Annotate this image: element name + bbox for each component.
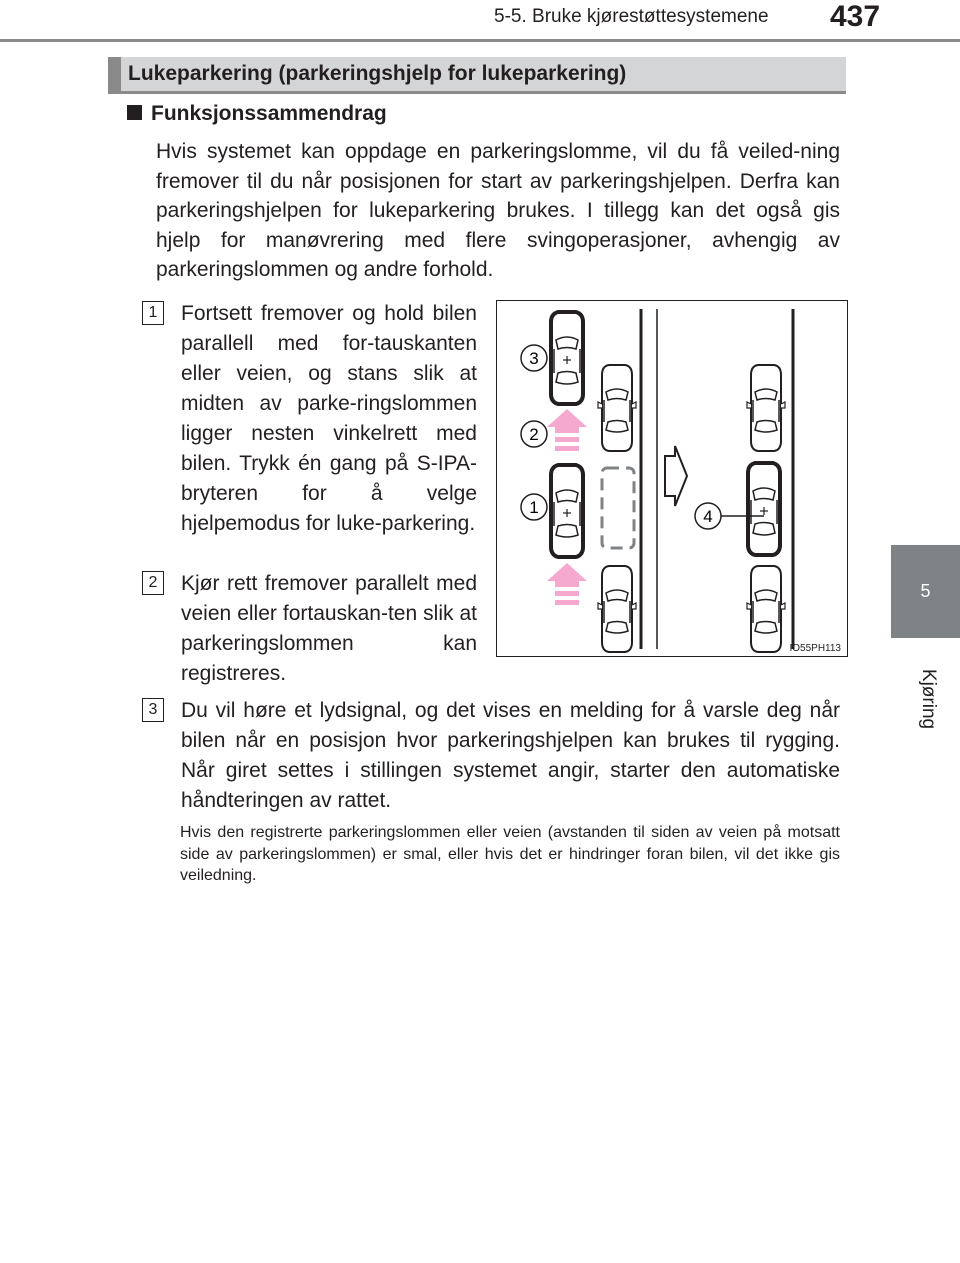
section-title: Lukeparkering (parkeringshjelp for lukeparkering) xyxy=(128,62,627,85)
parked-car-rear xyxy=(598,566,636,652)
figure-code: IO55PH113 xyxy=(789,643,841,654)
parking-diagram xyxy=(497,301,847,656)
chapter-tab-number: 5 xyxy=(920,581,931,601)
intro-paragraph: Hvis systemet kan oppdage en parkeringslomme, vil du få veiled-ning fremover til du når posisjonen for start av parkeringshjelpen. Derfra kan parkeringshjelpen for lukeparkering brukes. I tillegg kan det også gis hjelp for manøvrering med flere svingoperasjoner, avhengig av parkeringslommen og andre forhold. xyxy=(156,140,840,281)
header-rule xyxy=(0,39,960,42)
parking-illustration xyxy=(496,300,848,657)
note-paragraph: Hvis den registrerte parkeringslommen eller veien (avstanden til siden av veien på motsatt side av parkeringslommen) er smal, eller hvis det er hindringer foran bilen, vil det ikke gis veiledning. xyxy=(180,824,840,884)
callout-badge-3 xyxy=(521,345,547,371)
chapter-tab xyxy=(891,545,960,638)
own-car-parked xyxy=(748,463,780,555)
section-heading-bar xyxy=(108,57,846,94)
chapter-side-label xyxy=(895,648,955,738)
step-number-badge: 2 xyxy=(142,571,164,595)
parking-pocket xyxy=(602,468,634,548)
parked-car-front-right xyxy=(747,365,785,451)
step-2-text: Kjør rett fremover parallelt med veien eller fortauskan-ten slik at parkeringslommen kan registreres. xyxy=(181,572,477,685)
step-number-badge: 3 xyxy=(142,698,164,722)
step-number-badge: 1 xyxy=(142,301,164,325)
parked-car-rear-right xyxy=(747,566,785,652)
page-number: 437 xyxy=(830,0,881,33)
forward-arrow-icon xyxy=(547,409,587,451)
svg-text:4: 4 xyxy=(703,507,713,526)
forward-arrow-icon xyxy=(547,563,587,605)
own-car-position-1 xyxy=(551,465,583,557)
callout-badge-4 xyxy=(695,503,721,529)
subsection-title: Funksjonssammendrag xyxy=(151,102,387,125)
chapter-header: 5-5. Bruke kjørestøttesystemene xyxy=(494,6,769,27)
step-3-text: Du vil høre et lydsignal, og det vises en melding for å varsle deg når bilen når en posisjon hvor parkeringshjelpen kan brukes til rygging. Når giret settes i stillingen systemet angir, starter den automatiske håndteringen av rattet. xyxy=(181,699,840,812)
svg-text:1: 1 xyxy=(529,498,539,517)
step-1-text: Fortsett fremover og hold bilen parallell med for-tauskanten eller veien, og stans slik at midten av parke-ringslommen ligger nesten vinkelrett med bilen. Trykk én gang på S-IPA-bryteren for å velge hjelpemodus for luke-parkering. xyxy=(181,302,477,535)
callout-badge-2 xyxy=(521,421,547,447)
own-car-position-3 xyxy=(551,312,583,404)
svg-text:2: 2 xyxy=(529,425,539,444)
callout-badge-1 xyxy=(521,494,547,520)
transition-arrow-icon xyxy=(665,446,687,506)
parked-car-front xyxy=(598,365,636,451)
square-bullet-icon xyxy=(127,105,142,120)
svg-text:3: 3 xyxy=(529,349,539,368)
subsection-heading xyxy=(127,102,387,126)
chapter-side-label-text: Kjøring xyxy=(918,668,939,730)
section-heading-accent xyxy=(108,57,121,94)
